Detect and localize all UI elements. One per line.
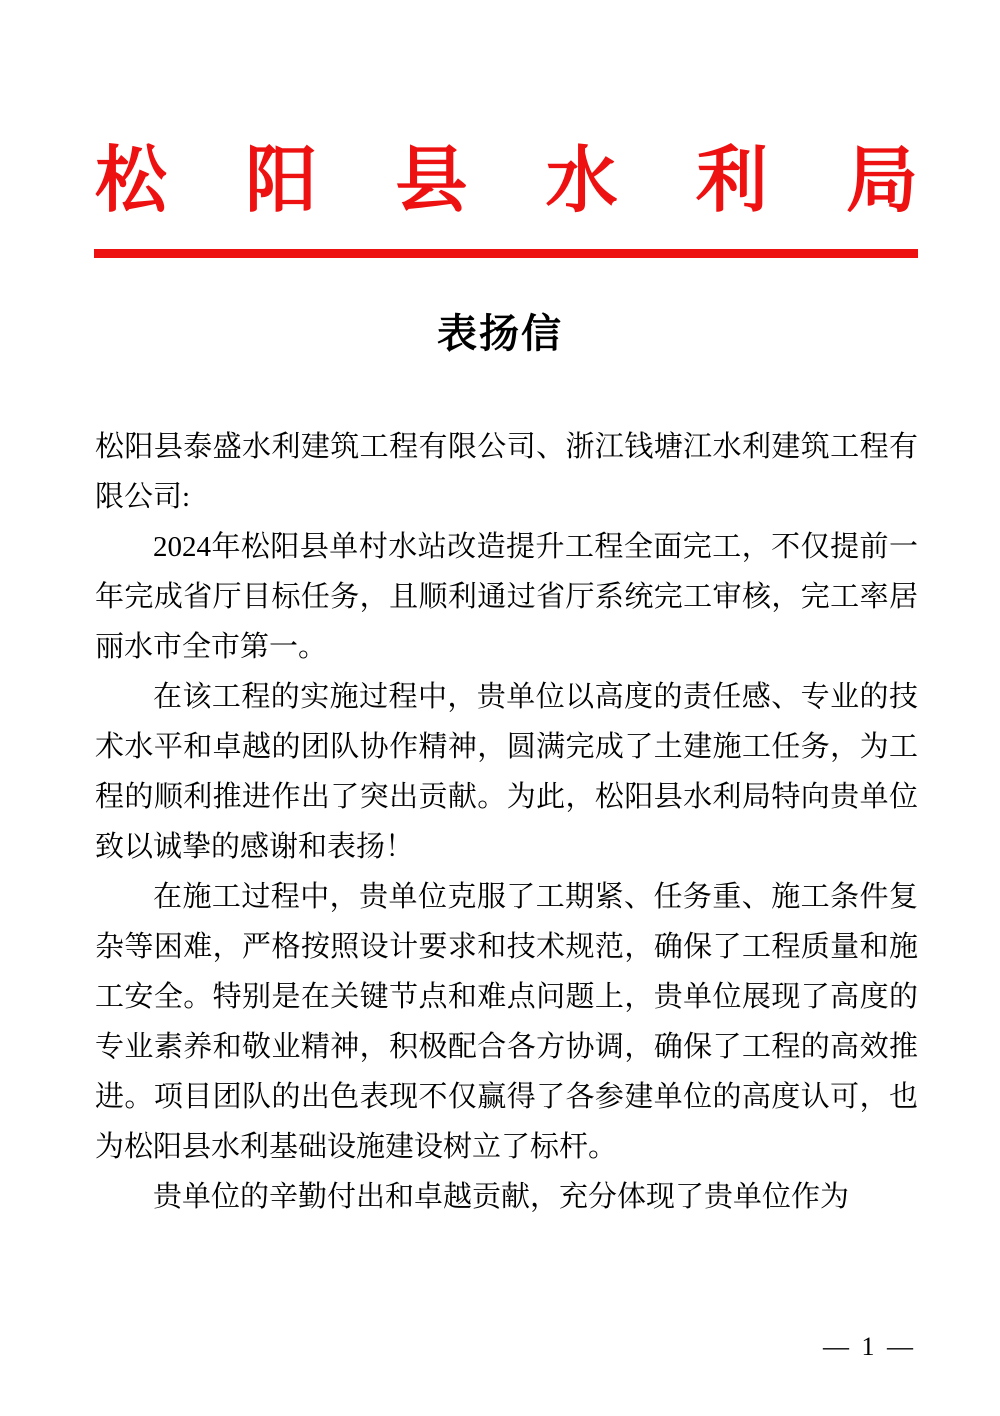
- page-number: — 1 —: [823, 1332, 916, 1361]
- body-paragraph: 2024年松阳县单村水站改造提升工程全面完工，不仅提前一年完成省厅目标任务，且顺利通过省厅系统完工审核，完工率居丽水市全市第一。: [95, 531, 918, 663]
- salutation-line: 松阳县泰盛水利建筑工程有限公司、浙江钱塘江水利建筑工程有限公司:: [95, 431, 918, 513]
- document-title: 表扬信: [437, 311, 563, 356]
- body-paragraph: 贵单位的辛勤付出和卓越贡献，充分体现了贵单位作为: [153, 1181, 850, 1213]
- body-paragraph: 在施工过程中，贵单位克服了工期紧、任务重、施工条件复杂等困难，严格按照设计要求和技术规范，确保了工程质量和施工安全。特别是在关键节点和难点问题上，贵单位展现了高度的专业素养和敬业精神，积极配合各方协调，确保了工程的高效推进。项目团队的出色表现不仅赢得了各参建单位的高度认可，也为松阳县水利基础设施建设树立了标杆。: [95, 881, 918, 1163]
- agency-name: 松阳县水利局: [95, 141, 918, 221]
- letter-body: [95, 422, 918, 1222]
- body-paragraph: 在该工程的实施过程中，贵单位以高度的责任感、专业的技术水平和卓越的团队协作精神，圆满完成了土建施工任务，为工程的顺利推进作出了突出贡献。为此，松阳县水利局特向贵单位致以诚挚的感谢和表扬！: [95, 681, 918, 863]
- letterhead-divider-rule: [94, 249, 918, 258]
